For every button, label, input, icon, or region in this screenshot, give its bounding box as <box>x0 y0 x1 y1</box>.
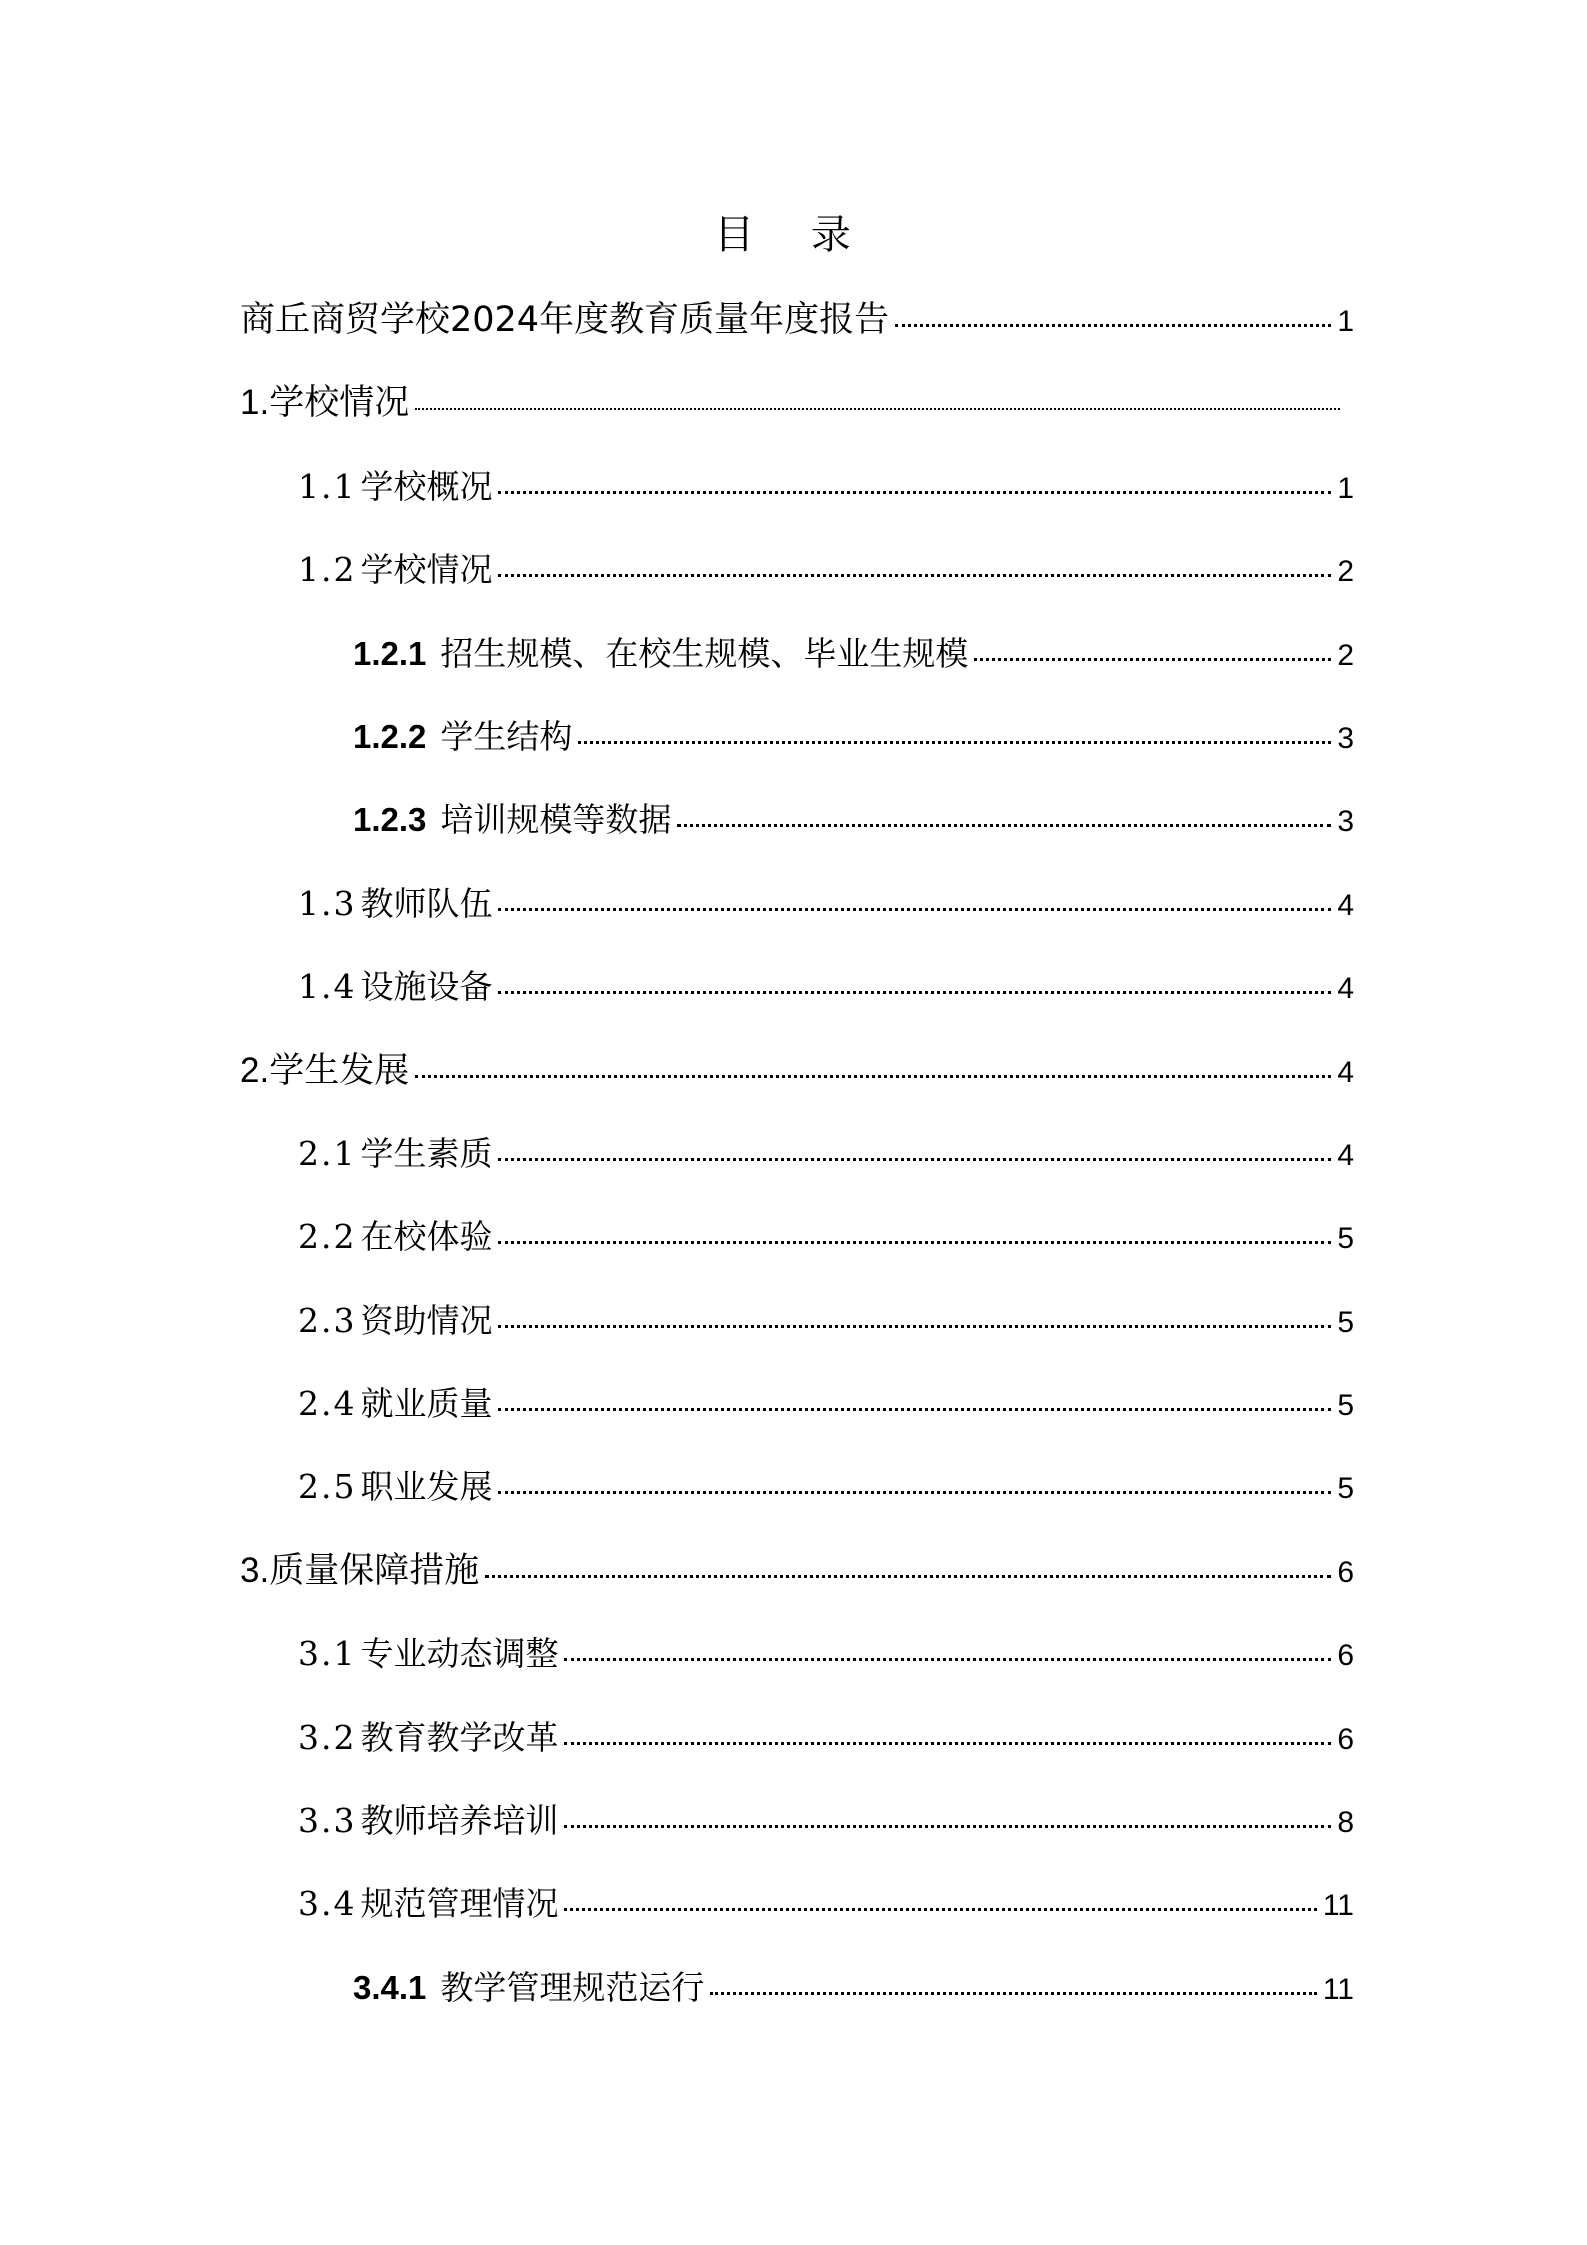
toc-entry[interactable] <box>240 709 1354 792</box>
toc-entry-text: 教师培养培训 <box>360 1801 559 1841</box>
toc-entry[interactable] <box>240 1543 1354 1626</box>
toc-entry-label <box>298 876 492 932</box>
toc-dot-leader <box>895 324 1331 327</box>
toc-entry-text: 规范管理情况 <box>360 1884 559 1924</box>
toc-entry-text: 学生结构 <box>440 716 573 756</box>
toc-entry-number: 3.1 <box>298 1634 357 1674</box>
toc-dot-leader <box>564 1825 1331 1828</box>
toc-entry-label <box>298 1793 558 1849</box>
toc-entry-label <box>298 1710 558 1766</box>
toc-dot-leader <box>677 824 1331 827</box>
toc-entry[interactable] <box>240 626 1354 709</box>
toc-entry-number: 2.2 <box>298 1217 357 1257</box>
toc-entry-number: 2.1 <box>298 1133 357 1173</box>
toc-entry-page-number: 3 <box>1337 805 1354 839</box>
toc-entry-number: 3. <box>240 1550 270 1590</box>
toc-entry-page-number: 6 <box>1337 1555 1354 1589</box>
toc-entry-number: 1. <box>240 383 270 423</box>
toc-dot-leader <box>564 1742 1331 1745</box>
toc-entry-label <box>240 375 409 431</box>
toc-entry-page-number: 5 <box>1337 1305 1354 1339</box>
toc-entry-label <box>298 959 492 1015</box>
toc-entry-number: 1.2.3 <box>353 801 427 839</box>
toc-entry-page-number: 5 <box>1337 1389 1354 1423</box>
toc-entry[interactable] <box>240 792 1354 875</box>
toc-entry-number: 1.3 <box>298 883 357 923</box>
toc-entry[interactable] <box>240 876 1354 959</box>
toc-dot-leader <box>415 408 1340 410</box>
toc-entry[interactable] <box>240 1710 1354 1793</box>
toc-entry[interactable] <box>240 292 1354 375</box>
toc-entry-text: 学校情况 <box>360 550 493 590</box>
toc-entry-label <box>240 1043 409 1099</box>
toc-dot-leader <box>415 1075 1331 1078</box>
toc-entry-text: 学生素质 <box>360 1133 493 1173</box>
toc-entry-number: 3.4 <box>298 1884 357 1924</box>
toc-dot-leader <box>564 1658 1331 1661</box>
toc-entry-text: 学生发展 <box>269 1050 410 1091</box>
toc-entry[interactable] <box>240 1876 1354 1959</box>
toc-entry[interactable] <box>240 1043 1354 1126</box>
toc-entry-text: 教师队伍 <box>360 883 493 923</box>
toc-dot-leader <box>498 908 1331 911</box>
toc-entry-number: 2. <box>240 1050 270 1090</box>
toc-entry-text: 培训规模等数据 <box>440 800 672 840</box>
toc-entry-label <box>298 1126 492 1182</box>
toc-dot-leader <box>710 1992 1316 1995</box>
toc-entry-label <box>353 709 572 765</box>
toc-entry-label <box>298 1209 492 1265</box>
toc-entry-text: 教育教学改革 <box>360 1717 559 1757</box>
toc-entry-page-number: 5 <box>1337 1222 1354 1256</box>
toc-title: 目 录 <box>714 212 873 258</box>
toc-entry-label <box>298 1626 558 1682</box>
toc-entry-label <box>240 1543 479 1599</box>
toc-entry-text: 商丘商贸学校2024年度教育质量年度报告 <box>240 300 890 340</box>
toc-list <box>240 292 1354 2043</box>
toc-entry-page-number: 2 <box>1337 555 1354 589</box>
toc-entry-number: 3.2 <box>298 1717 357 1757</box>
toc-dot-leader <box>498 1491 1331 1494</box>
toc-entry[interactable] <box>240 1626 1354 1709</box>
toc-entry-label <box>240 292 889 348</box>
toc-dot-leader <box>498 991 1331 994</box>
toc-entry-page-number: 6 <box>1337 1639 1354 1673</box>
toc-entry-label <box>298 1876 558 1932</box>
toc-entry-number: 3.3 <box>298 1801 357 1841</box>
toc-entry-page-number: 4 <box>1337 972 1354 1006</box>
toc-entry-text: 质量保障措施 <box>269 1550 480 1591</box>
toc-entry-text: 设施设备 <box>360 967 493 1007</box>
toc-entry-page-number: 6 <box>1337 1722 1354 1756</box>
toc-entry-number: 1.2 <box>298 550 357 590</box>
toc-entry-number: 2.3 <box>298 1300 357 1340</box>
toc-entry-number: 1.2.2 <box>353 717 427 755</box>
toc-dot-leader <box>498 1241 1331 1244</box>
toc-entry-text: 专业动态调整 <box>360 1634 559 1674</box>
toc-entry-text: 招生规模、在校生规模、毕业生规模 <box>440 633 969 673</box>
toc-entry-page-number: 2 <box>1337 638 1354 672</box>
toc-entry[interactable] <box>240 1126 1354 1209</box>
toc-entry-label <box>298 1293 492 1349</box>
toc-entry-page-number: 8 <box>1337 1806 1354 1840</box>
toc-entry-number: 1.4 <box>298 967 357 1007</box>
toc-dot-leader <box>498 1158 1331 1161</box>
toc-entry[interactable] <box>240 1209 1354 1292</box>
toc-entry-page-number: 1 <box>1337 471 1354 505</box>
toc-entry-page-number: 4 <box>1337 1138 1354 1172</box>
toc-entry[interactable] <box>240 459 1354 542</box>
toc-entry-label <box>353 626 968 682</box>
toc-dot-leader <box>498 1325 1331 1328</box>
toc-entry-number: 1.1 <box>298 466 357 506</box>
toc-entry[interactable] <box>240 375 1354 458</box>
toc-entry-text: 就业质量 <box>360 1384 493 1424</box>
toc-entry-page-number: 11 <box>1322 1972 1354 2006</box>
toc-entry-page-number: 3 <box>1337 721 1354 755</box>
toc-entry-label <box>298 459 492 515</box>
toc-entry[interactable] <box>240 1459 1354 1542</box>
toc-dot-leader <box>498 574 1331 577</box>
toc-entry-page-number: 4 <box>1337 1055 1354 1089</box>
toc-entry-page-number: 11 <box>1322 1889 1354 1923</box>
toc-entry-label <box>353 1960 704 2016</box>
toc-entry-number: 2.5 <box>298 1467 357 1507</box>
toc-entry-text: 资助情况 <box>360 1300 493 1340</box>
toc-entry[interactable] <box>240 959 1354 1042</box>
toc-dot-leader <box>578 741 1331 744</box>
toc-entry-page-number: 1 <box>1337 305 1354 338</box>
toc-entry[interactable] <box>240 542 1354 625</box>
toc-dot-leader <box>498 1408 1331 1411</box>
toc-dot-leader <box>498 491 1331 494</box>
toc-entry-label <box>298 1459 492 1515</box>
toc-entry-text: 职业发展 <box>360 1467 493 1507</box>
toc-entry-text: 学校情况 <box>269 383 410 424</box>
toc-entry-number: 1.2.1 <box>353 634 427 672</box>
toc-entry-label <box>353 792 671 848</box>
toc-entry[interactable] <box>240 1793 1354 1876</box>
toc-entry-text: 教学管理规范运行 <box>440 1967 705 2007</box>
toc-entry-label <box>298 1376 492 1432</box>
toc-entry-number: 3.4.1 <box>353 1968 427 2006</box>
toc-entry-text: 学校概况 <box>360 466 493 506</box>
toc-entry[interactable] <box>240 1960 1354 2043</box>
toc-dot-leader <box>564 1908 1316 1911</box>
toc-entry-label <box>298 542 492 598</box>
toc-dot-leader <box>974 658 1331 661</box>
toc-entry-number: 2.4 <box>298 1384 357 1424</box>
toc-entry-page-number: 5 <box>1337 1472 1354 1506</box>
toc-entry[interactable] <box>240 1376 1354 1459</box>
toc-entry-text: 在校体验 <box>360 1217 493 1257</box>
toc-dot-leader <box>485 1575 1331 1578</box>
toc-entry[interactable] <box>240 1293 1354 1376</box>
toc-entry-page-number: 4 <box>1337 888 1354 922</box>
